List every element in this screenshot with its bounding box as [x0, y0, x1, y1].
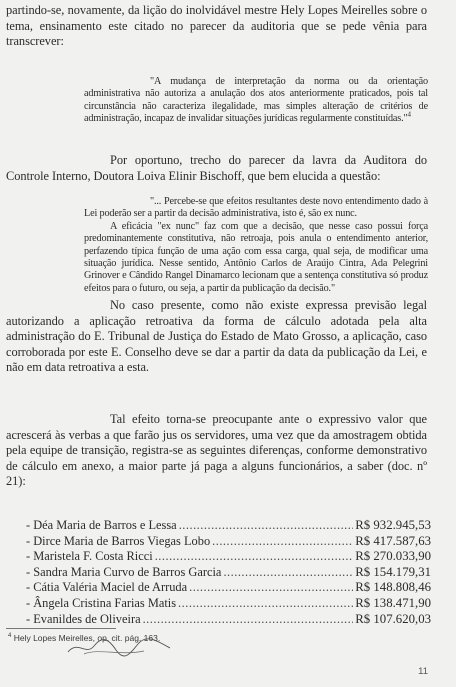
list-item: [26, 518, 431, 534]
handwritten-signature: [64, 636, 174, 658]
beneficiary-amount: R$ 417.587,63: [355, 533, 431, 548]
beneficiary-name: - Ângela Cristina Farias Matis: [26, 595, 177, 610]
list-item: [26, 596, 431, 612]
page-number: 11: [418, 666, 428, 677]
beneficiary-amount: R$ 154.179,31: [355, 564, 431, 579]
list-item: [26, 565, 431, 581]
quote-bischoff-para2: A eficácia "ex nunc" faz com que a decisão, que nesse caso possui força predominantemente constitutiva, não retroaja, pois anula o entendimento anterior, perfazendo típica função de uma ação com essa carga, qual seja, de modificar uma situação jurídica. Nesse sentido, Antônio Carlos de Araújo Cintra, Ada Pelegrini Grinover e Cândido Rangel Dinamarco lecionam que a sentença constitutiva só produz efeitos para o futuro, ou seja, a partir da publicação da decisão.": [84, 220, 428, 294]
paragraph-efeito: Tal efeito torna-se preocupante ante o expressivo valor que acrescerá às verbas a que farão jus os servidores, uma vez que da amostragem obtida pela equipe de transição, registra-se as seguintes diferenças, conforme demonstrativo de cálculo em anexo, a maior parte já paga a alguns funcionários, a saber (doc. nº 21):: [6, 412, 427, 489]
footnote-divider: [6, 628, 116, 629]
dot-leader: [223, 565, 353, 581]
beneficiary-amount: R$ 270.033,90: [355, 549, 431, 564]
beneficiary-name: - Maristela F. Costa Ricci: [26, 549, 153, 564]
dot-leader: [189, 580, 353, 596]
list-item: [26, 580, 431, 596]
list-item: [26, 534, 431, 550]
beneficiary-amount: R$ 932.945,53: [355, 518, 431, 532]
list-item: [26, 612, 431, 628]
intro-paragraph: partindo-se, novamente, da lição do inolvidável mestre Hely Lopes Meirelles sobre o tema, ensinamento este citado no parecer da auditoria que se pede vênia para transcrever:: [6, 3, 427, 49]
dot-leader: [178, 596, 353, 612]
dot-leader: [143, 612, 354, 628]
dot-leader: [212, 534, 353, 550]
beneficiary-list: [26, 518, 431, 627]
dot-leader: [179, 518, 354, 534]
paragraph-auditora: Por oportuno, trecho do parecer da lavra da Auditora do Controle Interno, Doutora Loiva Elinir Bischoff, que bem elucida a questão:: [6, 153, 427, 183]
quote-bischoff-para1: "... Percebe-se que efeitos resultantes deste novo entendimento dado à Lei poderão ser a partir da decisão administrativa, isto é, são ex nunc.: [84, 196, 428, 220]
beneficiary-name: - Dirce Maria de Barros Viegas Lobo: [26, 533, 211, 548]
beneficiary-name: - Evanildes de Oliveira: [26, 611, 141, 626]
beneficiary-name: - Cátia Valéria Maciel de Arruda: [26, 580, 188, 595]
beneficiary-name: - Sandra Maria Curvo de Barros Garcia: [26, 564, 222, 579]
beneficiary-name: - Déa Maria de Barros e Lessa: [26, 518, 177, 532]
paragraph-caso-presente: No caso presente, como não existe expressa previsão legal autorizando a aplicação retroativa da forma de cálculo adotada pela alta administração do E. Tribunal de Justiça do Estado de Mato Grosso, a aplicação, caso corroborada por este E. Conselho deve se dar a partir da data da publicação da Lei, e não em data retroativa a esta.: [6, 298, 427, 375]
footnote-mark: 4: [8, 633, 12, 640]
quote-meirelles-text: "A mudança de interpretação da norma ou da orientação administrativa não autoriza a anulação dos atos anteriormente praticados, pois tal circunstância não caracteriza ilegalidade, mas simples alteração de critérios de administração, incapaz de invalidar situações jurídicas regularmente constituídas.": [84, 76, 428, 125]
block-quote-meirelles: [84, 76, 428, 126]
footnote-reference: 4: [407, 110, 411, 119]
footnote-text: Hely Lopes Meirelles, op. cit. pág. 163.: [13, 633, 161, 643]
block-quote-bischoff: [84, 196, 428, 295]
beneficiary-amount: R$ 107.620,03: [355, 611, 431, 626]
list-item: [26, 549, 431, 565]
dot-leader: [155, 549, 354, 565]
beneficiary-amount: R$ 138.471,90: [355, 595, 431, 610]
beneficiary-amount: R$ 148.808,46: [355, 580, 431, 595]
